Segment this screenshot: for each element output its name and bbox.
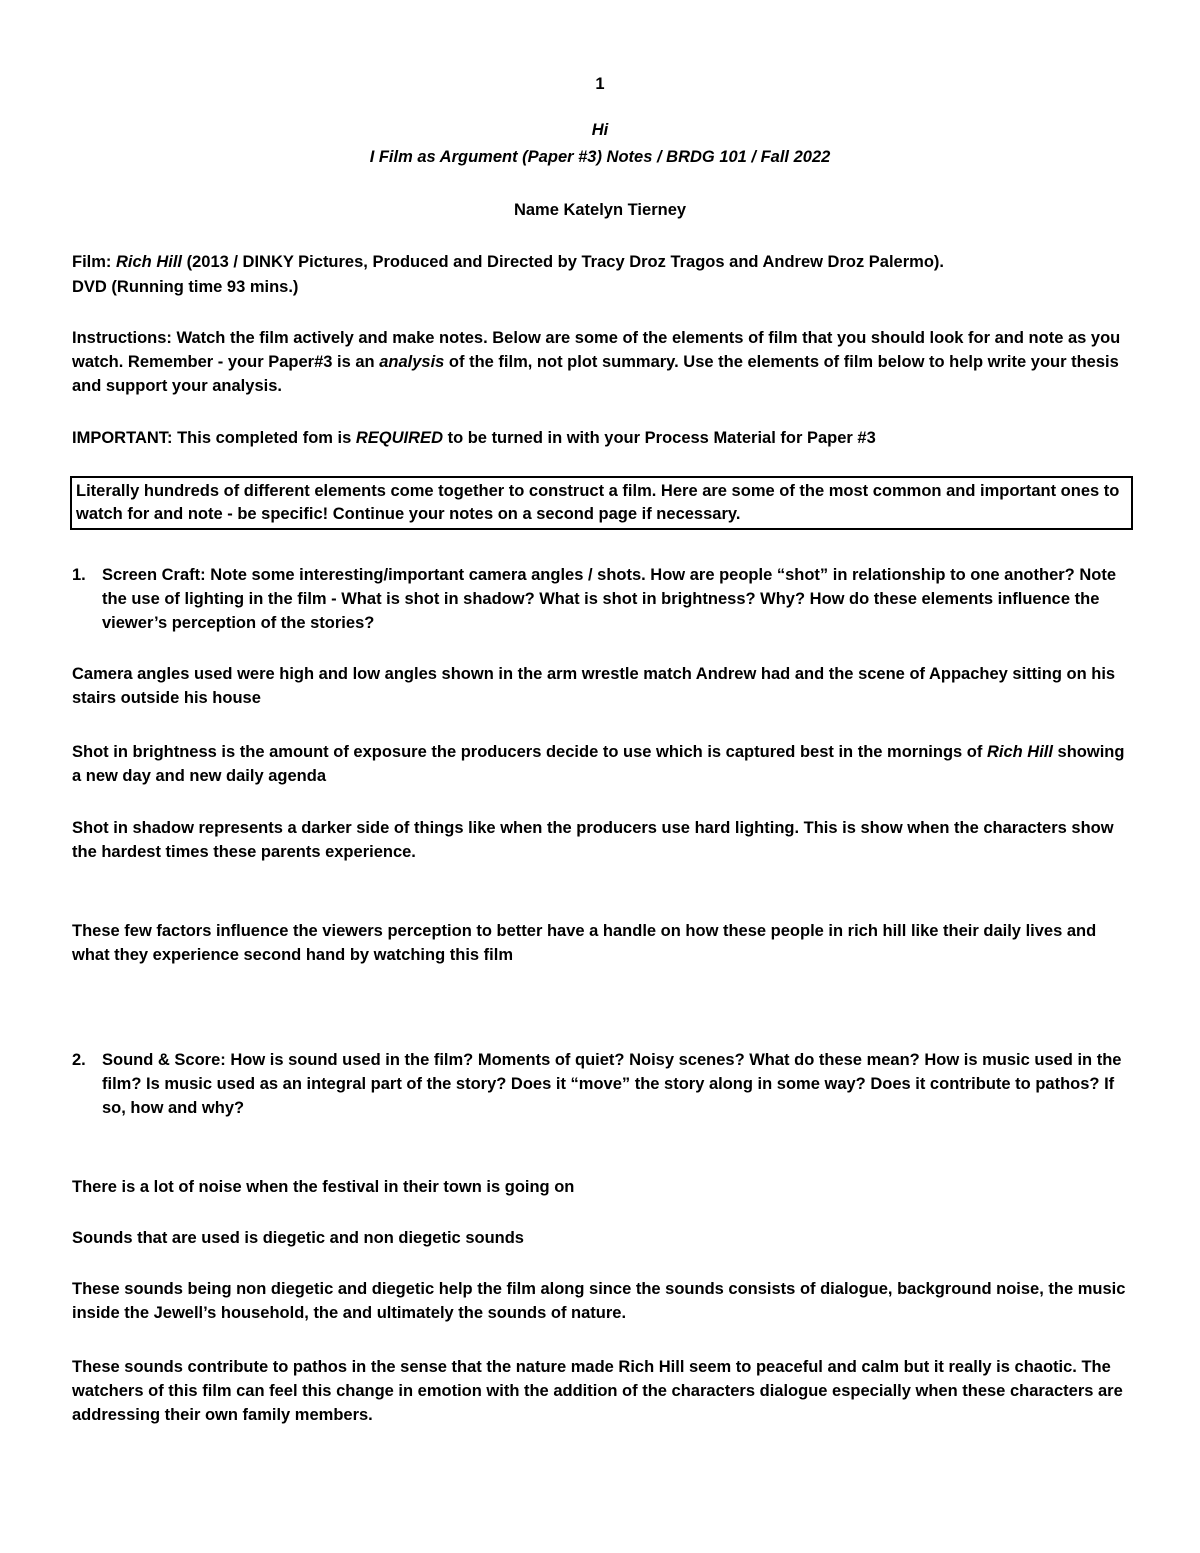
section-1-answer-3: Shot in shadow represents a darker side of things like when the producers use hard lighting. This is show when the characters show the hardest times these parents experience. bbox=[72, 819, 1114, 861]
page-number: 1 bbox=[595, 75, 605, 93]
answer-2-tail: showing a new day and new daily agenda bbox=[72, 743, 1125, 785]
section-2-answer-1: There is a lot of noise when the festival in their town is going on bbox=[72, 1178, 575, 1196]
instructions-text: Instructions: Watch the film actively and make notes. Below are some of the elements of film that you should look for and note as you watch. Remember - your Paper#3 is an bbox=[72, 329, 1121, 371]
instructions-paragraph bbox=[72, 326, 1137, 398]
answer-2-italic: Rich Hill bbox=[986, 743, 1053, 761]
film-details: (2013 / DINKY Pictures, Produced and Directed by Tracy Droz Tragos and Andrew Droz Palermo). bbox=[182, 253, 944, 271]
note-box: Literally hundreds of different elements come together to construct a film. Here are some of the most common and important ones to watch for and note - be specific! Continue your notes on a second page if necessary. bbox=[70, 476, 1133, 530]
answer-2-text: Shot in brightness is the amount of exposure the producers decide to use which is captured best in the mornings of bbox=[72, 743, 987, 761]
section-1-answer-2 bbox=[72, 740, 1137, 788]
analysis-word: analysis bbox=[379, 353, 445, 371]
section-2-prompt-text: Sound & Score: How is sound used in the film? Moments of quiet? Noisy scenes? What do these mean? How is music used in the film? Is music used as an integral part of the story? Does it “move” the story along in some way? Does it contribute to pathos? If so, how and why? bbox=[102, 1051, 1122, 1117]
important-text-end: to be turned in with your Process Material for Paper #3 bbox=[442, 429, 876, 447]
section-1-answer-4: These few factors influence the viewers perception to better have a handle on how these people in rich hill like their daily lives and what they experience second hand by watching this film bbox=[72, 922, 1097, 964]
section-2-answer-4: These sounds contribute to pathos in the sense that the nature made Rich Hill seem to peaceful and calm but it really is chaotic. The watchers of this film can feel this change in emotion with the addition of the characters dialogue especially when these characters are addressing their own family members. bbox=[72, 1358, 1123, 1424]
section-2-prompt bbox=[0, 1048, 1200, 1128]
section-2-answer-3: These sounds being non diegetic and diegetic help the film along since the sounds consists of dialogue, background noise, the music inside the Jewell’s household, the and ultimately the sounds of nature. bbox=[72, 1280, 1126, 1322]
required-word: REQUIRED bbox=[355, 429, 443, 447]
section-1-number: 1. bbox=[72, 566, 86, 584]
section-2-answer-2: Sounds that are used is diegetic and non diegetic sounds bbox=[72, 1229, 524, 1247]
film-line bbox=[72, 250, 1137, 274]
important-text: IMPORTANT: This completed fom is bbox=[72, 429, 356, 447]
greeting: Hi bbox=[591, 121, 609, 139]
section-2-number: 2. bbox=[72, 1051, 86, 1069]
film-title: Rich Hill bbox=[116, 253, 183, 271]
section-1-prompt-text: Screen Craft: Note some interesting/important camera angles / shots. How are people “shot” in relationship to one another? Note the use of lighting in the film - What is shot in shadow? What is shot in brightness? Why? How do these elements influence the viewer’s perception of the stories? bbox=[102, 566, 1117, 632]
section-1-answer-1: Camera angles used were high and low angles shown in the arm wrestle match Andrew had and the scene of Appachey sitting on his stairs outside his house bbox=[72, 665, 1116, 707]
section-1-prompt bbox=[0, 563, 1200, 643]
film-label: Film: bbox=[72, 253, 116, 271]
student-name: Name Katelyn Tierney bbox=[513, 201, 687, 219]
dvd-line: DVD (Running time 93 mins.) bbox=[72, 278, 299, 296]
important-line bbox=[72, 426, 1137, 450]
document-title: I Film as Argument (Paper #3) Notes / BRDG 101 / Fall 2022 bbox=[369, 148, 831, 166]
instructions-text-end: of the film, not plot summary. Use the elements of film below to help write your thesis and support your analysis. bbox=[72, 353, 1119, 395]
